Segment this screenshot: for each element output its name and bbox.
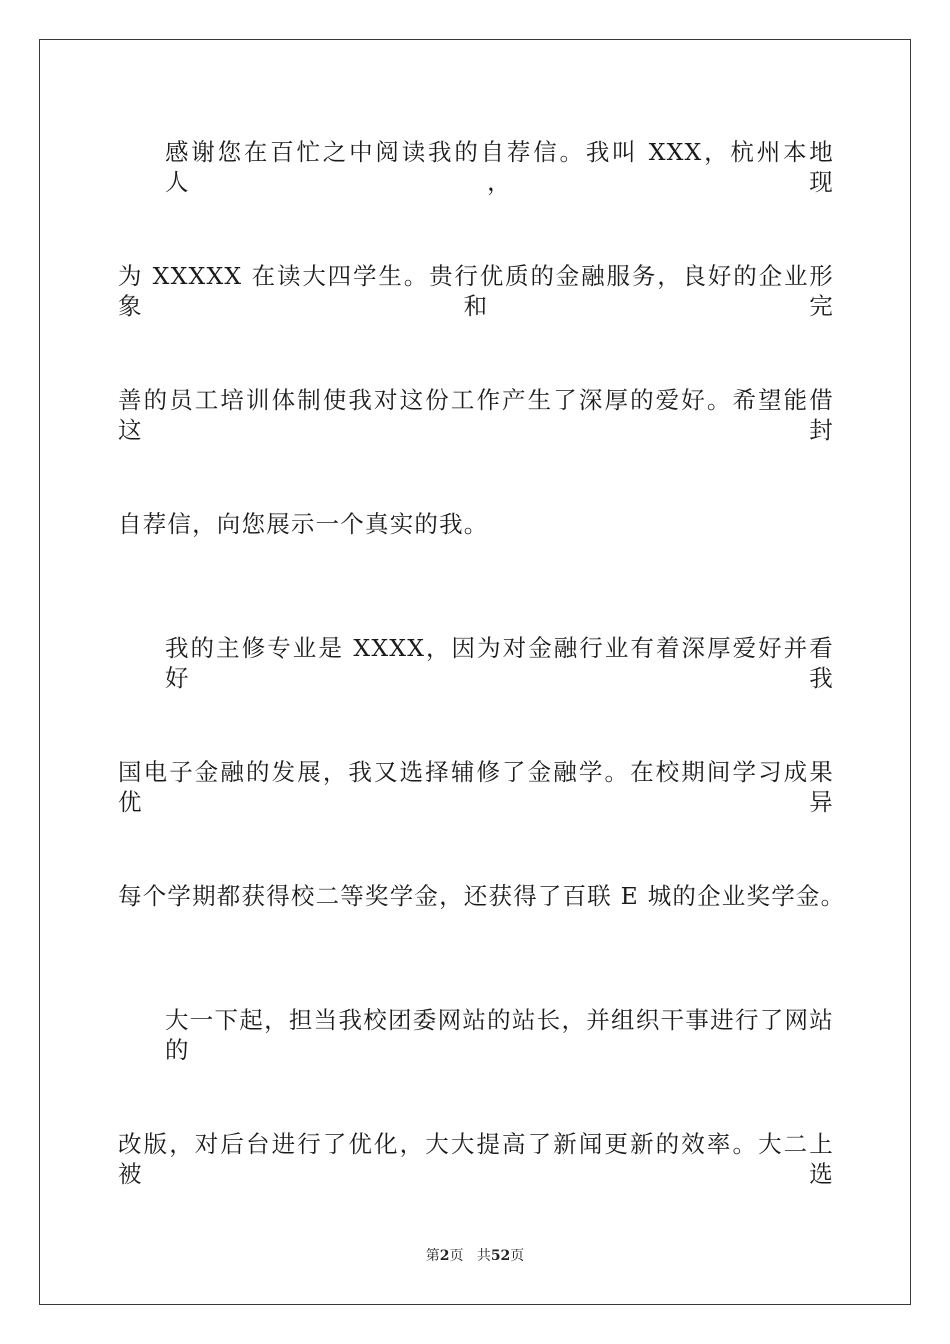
footer-total-suffix: 页	[510, 1248, 525, 1264]
paragraph-1-line-4: 自荐信，向您展示一个真实的我。	[118, 510, 489, 538]
footer-total-pages: 52	[490, 1248, 511, 1264]
paragraph-3-line-2: 改版，对后台进行了优化，大大提高了新闻更新的效率。大二上被选	[118, 1130, 834, 1188]
paragraph-2-line-3: 每个学期都获得校二等奖学金，还获得了百联 E 城的企业奖学金。	[118, 882, 846, 910]
paragraph-1-line-3: 善的员工培训体制使我对这份工作产生了深厚的爱好。希望能借这封	[118, 386, 834, 444]
paragraph-3-line-1: 大一下起，担当我校团委网站的站长，并组织干事进行了网站的	[165, 1006, 834, 1064]
paragraph-1-line-2: 为 XXXXX 在读大四学生。贵行优质的金融服务，良好的企业形象和完	[118, 262, 834, 320]
footer-total-prefix: 共	[476, 1248, 491, 1264]
footer-page-suffix: 页	[449, 1248, 464, 1264]
paragraph-1-line-1: 感谢您在百忙之中阅读我的自荐信。我叫 XXX，杭州本地人，现	[165, 138, 834, 196]
page-footer	[0, 1247, 950, 1265]
footer-page-number: 2	[439, 1248, 450, 1264]
footer-page-prefix: 第	[425, 1248, 440, 1264]
paragraph-2-line-2: 国电子金融的发展，我又选择辅修了金融学。在校期间学习成果优异	[118, 758, 834, 816]
paragraph-2-line-1: 我的主修专业是 XXXX，因为对金融行业有着深厚爱好并看好我	[165, 634, 834, 692]
